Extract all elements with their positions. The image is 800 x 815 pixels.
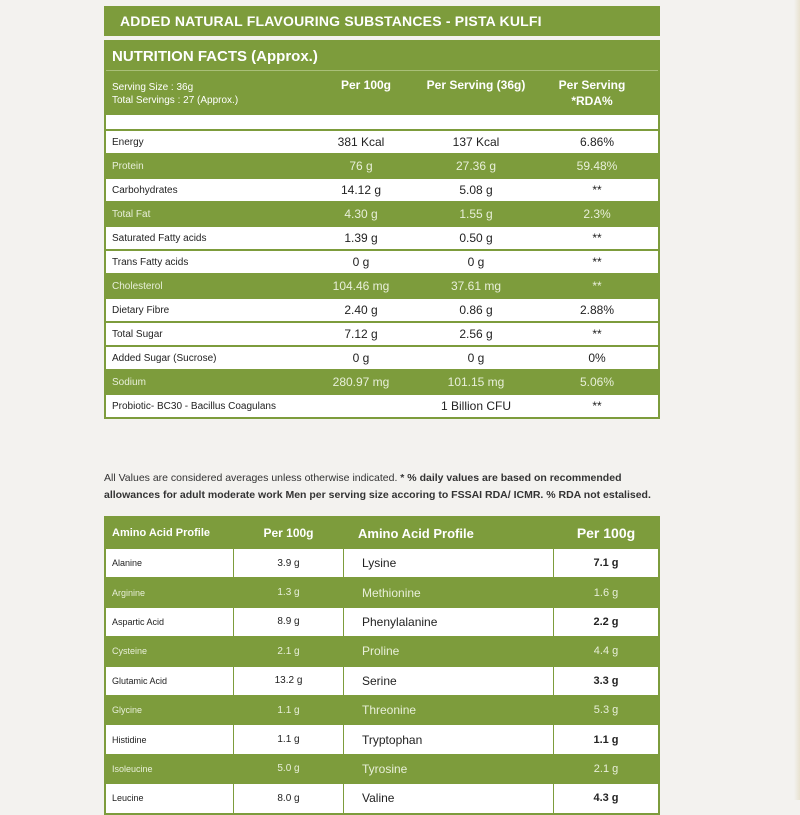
amino-head-b: Per 100g — [234, 518, 344, 548]
amino-value-left: 3.9 g — [234, 549, 344, 577]
nutrient-per-100g: 104.46 mg — [332, 279, 390, 293]
nutrient-per-100g: 280.97 mg — [332, 375, 390, 389]
nutrient-per-serving: 5.08 g — [459, 183, 493, 197]
amino-name-right: Tryptophan — [344, 725, 554, 753]
amino-value-left: 8.0 g — [234, 784, 344, 812]
amino-value-left: 1.1 g — [234, 725, 344, 753]
probiotic-row — [106, 393, 658, 417]
amino-value-right: 1.6 g — [593, 586, 619, 599]
amino-name-left: Arginine — [106, 578, 234, 606]
amino-value-left: 8.9 g — [234, 608, 344, 636]
amino-name-right: Phenylalanine — [344, 608, 554, 636]
col-per-serving: Per Serving (36g) — [426, 78, 526, 92]
amino-row — [106, 783, 658, 812]
nutrient-row — [106, 297, 658, 321]
amino-value-left: 5.0 g — [234, 755, 344, 783]
serving-size: Serving Size : 36g — [112, 82, 194, 93]
nutrient-rda: ** — [592, 231, 602, 245]
nutrient-rda: 2.88% — [579, 303, 615, 317]
amino-name-left: Aspartic Acid — [106, 608, 234, 636]
amino-name-right: Tyrosine — [344, 755, 554, 783]
amino-name-left: Cysteine — [106, 637, 234, 665]
amino-value-right: 1.1 g — [593, 733, 619, 746]
nutrient-rda: ** — [592, 255, 602, 269]
nutrient-per-serving: 101.15 mg — [447, 375, 505, 389]
amino-value-right: 2.1 g — [593, 762, 619, 775]
nutrient-name: Sodium — [112, 376, 146, 388]
amino-row — [106, 577, 658, 606]
amino-value-right: 4.3 g — [593, 792, 619, 805]
nutrition-facts-table — [104, 40, 660, 419]
amino-value-right: 4.4 g — [593, 645, 619, 658]
nutrient-per-100g: 4.30 g — [344, 207, 378, 221]
nutrient-row — [106, 129, 658, 153]
amino-row — [106, 724, 658, 753]
footnote-rest: * % daily values are based on recommended — [397, 472, 622, 484]
nutrient-per-serving: 2.56 g — [459, 327, 493, 341]
nutrient-row — [106, 225, 658, 249]
nutrient-row — [106, 153, 658, 177]
nutrient-name: Total Sugar — [112, 328, 163, 340]
amino-name-right: Serine — [344, 667, 554, 695]
nutrient-per-serving: 0.86 g — [459, 303, 493, 317]
amino-row — [106, 695, 658, 724]
amino-name-right: Methionine — [344, 578, 554, 606]
footnote-line2: allowances for adult moderate work Men per serving size accoring to FSSAI RDA/ ICMR. % RDA not estalised. — [104, 489, 651, 501]
nutrient-per-100g: 14.12 g — [340, 183, 382, 197]
amino-name-left: Leucine — [106, 784, 234, 812]
nutrient-per-100g: 2.40 g — [344, 303, 378, 317]
amino-value-left: 2.1 g — [234, 637, 344, 665]
nutrient-per-serving: 1 Billion CFU — [440, 399, 512, 413]
amino-acid-table — [104, 516, 660, 815]
amino-row — [106, 754, 658, 783]
amino-head-a: Amino Acid Profile — [106, 518, 234, 548]
nutrient-name: Total Fat — [112, 208, 151, 220]
amino-head-c: Amino Acid Profile — [344, 518, 554, 548]
nutrient-name: Probiotic- BC30 - Bacillus Coagulans — [112, 400, 276, 412]
nutrient-row — [106, 201, 658, 225]
nutrient-per-100g: 76 g — [349, 159, 373, 173]
nutrient-row — [106, 369, 658, 393]
nutrient-rda: 0% — [588, 351, 606, 365]
amino-value-left: 13.2 g — [234, 667, 344, 695]
flavour-banner: ADDED NATURAL FLAVOURING SUBSTANCES - PISTA KULFI — [104, 6, 660, 36]
nutrient-rda: 5.06% — [579, 375, 615, 389]
nutrient-per-serving: 37.61 mg — [450, 279, 502, 293]
nutrient-name: Dietary Fibre — [112, 304, 170, 316]
amino-name-right: Proline — [344, 637, 554, 665]
amino-value-right: 7.1 g — [593, 557, 619, 570]
amino-value-left: 1.3 g — [234, 578, 344, 606]
amino-head-d: Per 100g — [576, 525, 636, 541]
nutrient-name: Added Sugar (Sucrose) — [112, 352, 217, 364]
nutrient-name: Saturated Fatty acids — [112, 232, 207, 244]
nutrient-per-100g: 0 g — [352, 351, 370, 365]
nutrient-name: Carbohydrates — [112, 184, 178, 196]
nutrient-name: Energy — [112, 136, 144, 148]
nutrition-header-row — [106, 70, 658, 115]
amino-name-left: Glycine — [106, 696, 234, 724]
amino-value-left: 1.1 g — [234, 696, 344, 724]
amino-row — [106, 548, 658, 577]
amino-value-right: 2.2 g — [593, 615, 619, 628]
nutrient-rda: ** — [592, 399, 602, 413]
col-per-100g: Per 100g — [340, 78, 392, 92]
nutrient-per-serving: 0 g — [467, 351, 485, 365]
amino-value-right: 3.3 g — [593, 674, 619, 687]
nutrient-per-100g: 0 g — [352, 255, 370, 269]
amino-name-right: Threonine — [344, 696, 554, 724]
nutrient-rda: 2.3% — [583, 207, 611, 221]
nutrient-per-serving: 27.36 g — [455, 159, 497, 173]
nutrient-per-serving: 0 g — [467, 255, 485, 269]
col-rda: Per Serving *RDA% — [558, 78, 626, 108]
amino-name-left: Glutamic Acid — [106, 667, 234, 695]
total-servings: Total Servings : 27 (Approx.) — [112, 95, 239, 106]
amino-name-left: Alanine — [106, 549, 234, 577]
page-edge — [794, 0, 800, 800]
footnote — [104, 470, 664, 504]
amino-name-right: Valine — [344, 784, 554, 812]
footnote-prefix: All Values are considered averages unless otherwise indicated. — [104, 472, 398, 484]
nutrient-rda: 59.48% — [576, 159, 618, 173]
nutrient-per-serving: 137 Kcal — [452, 135, 500, 149]
serving-info — [106, 71, 306, 115]
amino-header-row — [106, 518, 658, 548]
nutrient-per-100g: 381 Kcal — [337, 135, 385, 149]
nutrient-per-100g: 1.39 g — [344, 231, 378, 245]
nutrient-rda: ** — [592, 279, 602, 293]
nutrient-row — [106, 321, 658, 345]
nutrient-rda: ** — [592, 327, 602, 341]
nutrient-name: Cholesterol — [112, 280, 163, 292]
nutrient-row — [106, 249, 658, 273]
amino-name-left: Isoleucine — [106, 755, 234, 783]
nutrition-title: NUTRITION FACTS (Approx.) — [106, 42, 658, 70]
nutrient-per-serving: 1.55 g — [459, 207, 493, 221]
nutrient-per-serving: 0.50 g — [459, 231, 493, 245]
nutrient-name: Trans Fatty acids — [112, 256, 189, 268]
nutrient-rda: 6.86% — [579, 135, 615, 149]
amino-name-right: Lysine — [344, 549, 554, 577]
amino-value-right: 5.3 g — [593, 704, 619, 717]
nutrient-row — [106, 273, 658, 297]
nutrient-rda: ** — [592, 183, 602, 197]
nutrient-row — [106, 177, 658, 201]
amino-row — [106, 636, 658, 665]
amino-row — [106, 607, 658, 636]
nutrient-per-100g: 7.12 g — [344, 327, 378, 341]
amino-name-left: Histidine — [106, 725, 234, 753]
nutrient-row — [106, 345, 658, 369]
nutrient-name: Protein — [112, 160, 144, 172]
amino-row — [106, 666, 658, 695]
